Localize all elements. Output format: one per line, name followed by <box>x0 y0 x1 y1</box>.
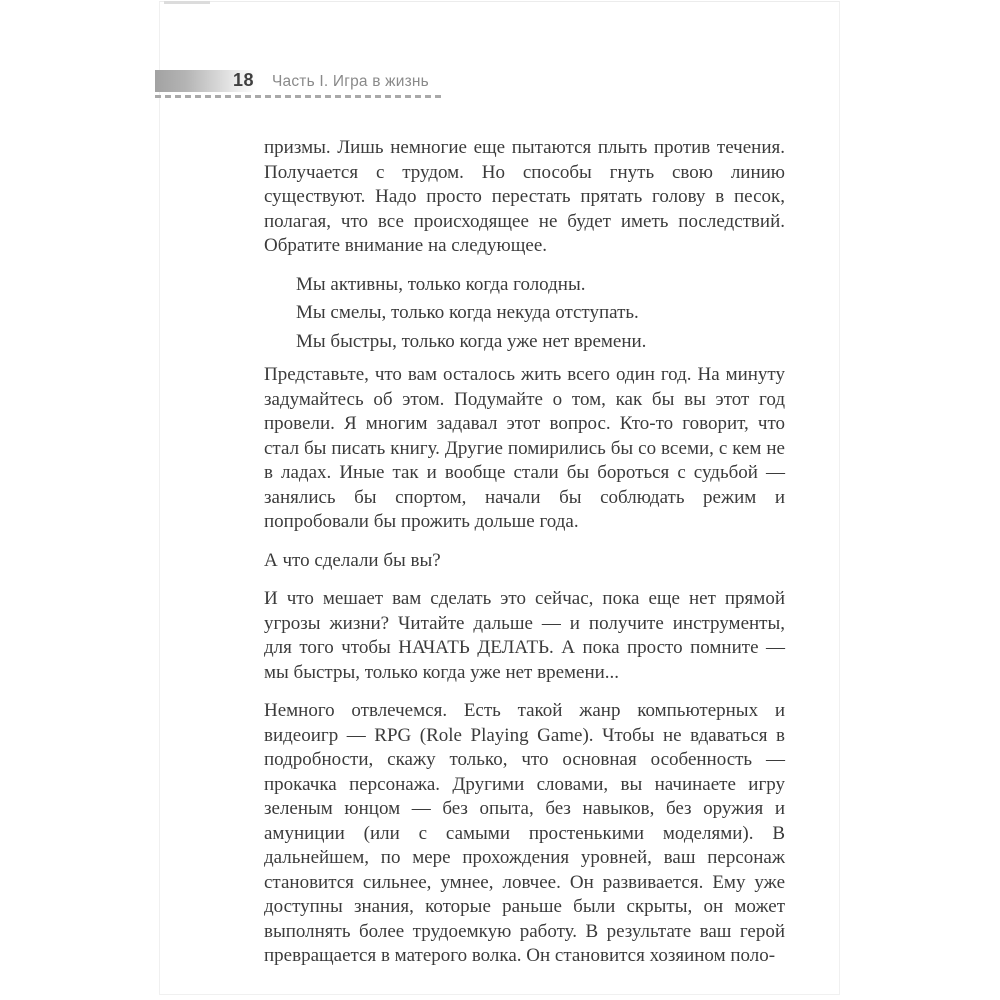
page-top-edge-shadow <box>164 1 210 4</box>
header-dashed-rule <box>155 95 443 98</box>
paragraph: призмы. Лишь немногие еще пытаются плыть против течения. Получается с трудом. Но способы гнуть свою линию существуют. Надо просто перестать прятать голову в песок, полагая, что все происходящее не будет иметь последствий. Обратите внимание на следующее. <box>264 137 785 256</box>
body-text-block <box>264 136 785 983</box>
book-page <box>159 1 840 995</box>
aphorism-line: Мы смелы, только когда некуда отступать. <box>296 302 639 323</box>
running-title: Часть I. Игра в жизнь <box>272 73 429 90</box>
aphorism-line: Мы активны, только когда голодны. <box>296 273 586 295</box>
paragraph: А что сделали бы вы? <box>264 549 441 571</box>
paragraph: Представьте, что вам осталось жить всего один год. На минуту задумайтесь об этом. Подумайте о том, как бы вы этот год провели. Я многим задавал этот вопрос. Кто-то говорит, что стал бы писать книгу. Другие помирились бы со всеми, с кем не в ладах. Иные так и вообще стали бы бороться с судьбой — занялись бы спортом, начали бы соблюдать режим и попробовали бы прожить дольше года. <box>264 364 785 532</box>
paragraph: Немного отвлечемся. Есть такой жанр компьютерных и видеоигр — RPG (Role Playing Game). Чтобы не вдаваться в подробности, скажу только, что основная особенность — прокачка персонажа. Другими словами, вы начинаете игру зеленым юнцом — без опыта, без навыков, без оружия и амуниции (или с самыми простенькими моделями). В дальнейшем, по мере прохождения уровней, ваш персонаж становится сильнее, умнее, ловчее. Он развивается. Ему уже доступны знания, которые раньше были скрыты, он может выполнять более трудоемкую работу. В результате ваш герой превращается в матерого волка. Он становится хозяином поло- <box>264 700 785 966</box>
aphorism-line: Мы быстры, только когда уже нет времени. <box>296 330 647 352</box>
paragraph: И что мешает вам сделать это сейчас, пока еще нет прямой угрозы жизни? Читайте дальше — и получите инструменты, для того чтобы НАЧАТЬ ДЕЛАТЬ. А пока просто помните — мы быстры, только когда уже нет времени... <box>264 588 785 683</box>
page-number: 18 <box>232 70 254 90</box>
